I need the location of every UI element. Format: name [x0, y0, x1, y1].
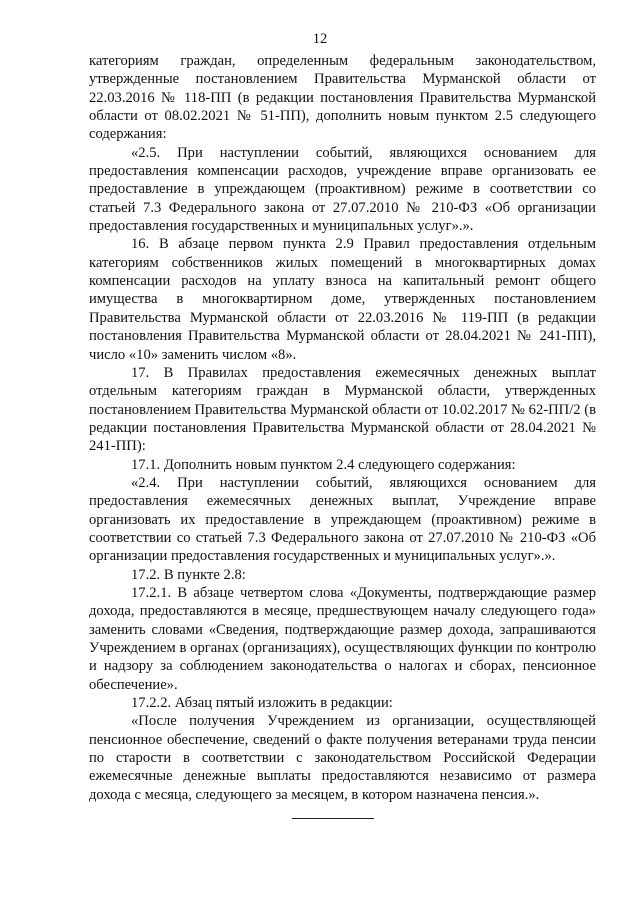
- paragraph-item-17-1: 17.1. Дополнить новым пунктом 2.4 следующего содержания:: [131, 456, 516, 473]
- paragraph-item-17-2: 17.2. В пункте 2.8:: [131, 566, 246, 583]
- paragraph-quoted-2-4: «2.4. При наступлении событий, являющихся основанием для предоставления ежемесячных денежных выплат, Учреждение вправе организовать их предоставление в упреждающем (проактивном) режиме в соответствии со статьей 7.3 Федерального закона от 27.07.2010 № 210-ФЗ «Об организации предоставления государственных и муниципальных услуг».».: [89, 474, 596, 565]
- paragraph-quoted-2-5: «2.5. При наступлении событий, являющихся основанием для предоставления компенсации расходов, учреждение вправе организовать ее предоставление в упреждающем (проактивном) режиме в соответствии со статьей 7.3 Федерального закона от 27.07.2010 № 210-ФЗ «Об организации предоставления государственных и муниципальных услуг».».: [89, 144, 596, 235]
- page-number: 12: [312, 31, 328, 47]
- paragraph-continuation: категориям граждан, определенным федеральным законодательством, утвержденные постановлением Правительства Мурманской области от 22.03.2016 № 118-ПП (в редакции постановления Правительства Мурманской области от 08.02.2021 № 51-ПП), дополнить новым пунктом 2.5 следующего содержания:: [89, 53, 596, 143]
- paragraph-item-17-2-1: 17.2.1. В абзаце четвертом слова «Документы, подтверждающие размер дохода, предоставляются в месяце, предшествующем началу следующего года» заменить словами «Сведения, подтверждающие размер дохода, запрашиваются Учреждением в органах (организациях), осуществляющих функции по контролю и надзору за соблюдением законодательства о налогах и сборах, пенсионное обеспечение».: [89, 584, 596, 693]
- end-of-text-rule: [292, 818, 374, 819]
- paragraph-item-17-2-2: 17.2.2. Абзац пятый изложить в редакции:: [131, 695, 393, 712]
- paragraph-item-17: 17. В Правилах предоставления ежемесячных денежных выплат отдельным категориям граждан в Мурманской области, утвержденных постановлением Правительства Мурманской области от 10.02.2017 № 62-ПП/2 (в редакции постановления Правительства Мурманской области от 28.04.2021 № 241-ПП):: [89, 364, 596, 455]
- paragraph-item-16: 16. В абзаце первом пункта 2.9 Правил предоставления отдельным категориям собственников жилых помещений в многоквартирных домах компенсации расходов на уплату взноса на капитальный ремонт общего имущества в многоквартирном доме, утвержденных постановлением Правительства Мурманской области от 22.03.2016 № 119-ПП (в редакции постановления Правительства Мурманской области от 28.04.2021 № 241-ПП), число «10» заменить числом «8».: [89, 236, 596, 363]
- paragraph-quoted-abzac-5: «После получения Учреждением из организации, осуществляющей пенсионное обеспечение, сведений о факте получения ветеранами труда пенсии по старости в соответствии с законодательством Российской Федерации ежемесячные денежные выплаты предоставляются независимо от размера дохода с месяца, следующего за месяцем, в котором назначена пенсия.».: [89, 713, 596, 803]
- document-body: [89, 52, 596, 804]
